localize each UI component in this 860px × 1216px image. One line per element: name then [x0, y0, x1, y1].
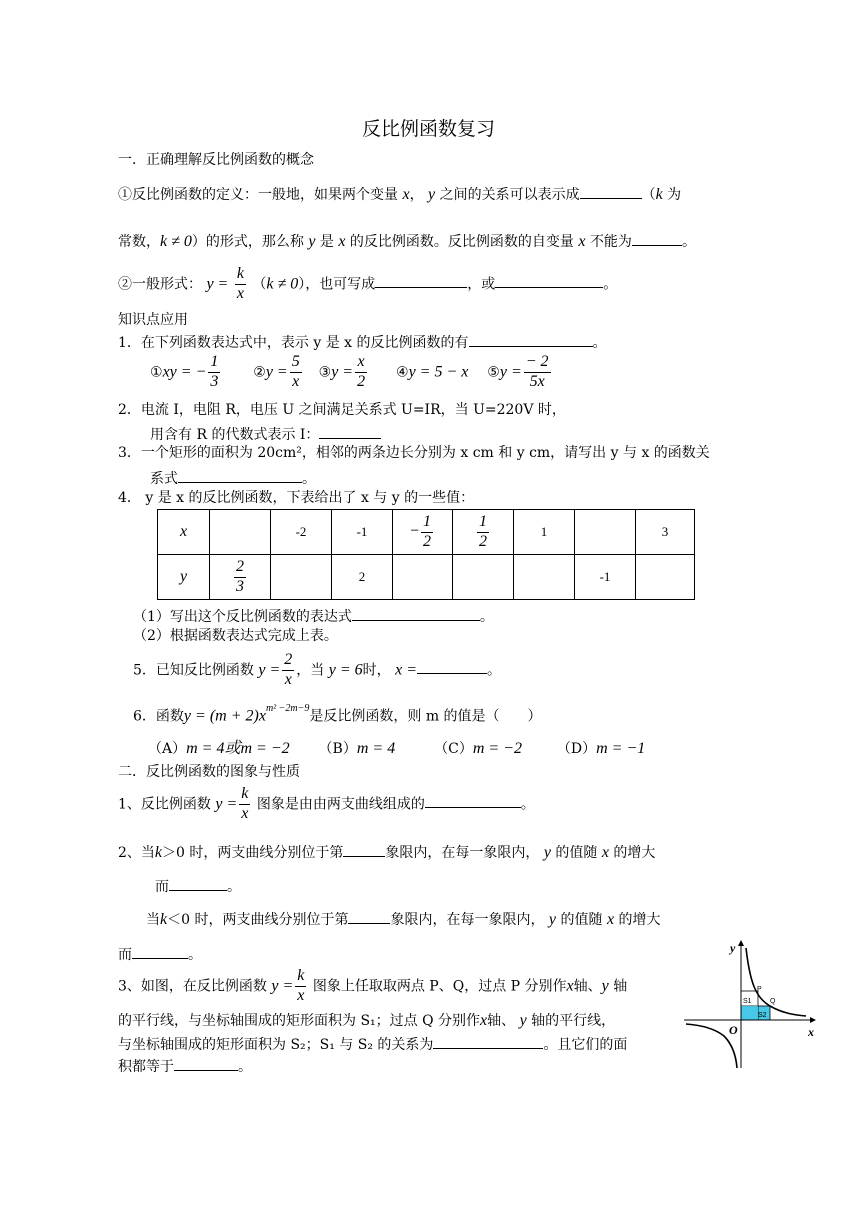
page-title: 反比例函数复习	[362, 118, 496, 140]
answer-blank[interactable]	[343, 843, 385, 857]
answer-blank[interactable]	[580, 185, 642, 199]
text: 。	[479, 609, 494, 625]
text: ）的形式，那么称	[191, 234, 304, 250]
den: 2	[479, 532, 487, 550]
table-cell[interactable]	[210, 510, 271, 555]
fraction	[421, 514, 433, 551]
var-k: k	[655, 186, 663, 203]
rect-s1-fill	[741, 1006, 758, 1020]
choice-b-value: m = 4	[356, 740, 396, 757]
option-marker: ④	[396, 364, 409, 381]
property-2-line4	[118, 945, 202, 962]
expr: y =	[258, 661, 281, 679]
var-x: x	[578, 233, 586, 250]
choice-b-label[interactable]: （B）	[318, 741, 357, 757]
origin-label: O	[729, 1023, 738, 1037]
fraction	[524, 354, 551, 391]
text: ＞0 时，两支曲线分别位于第	[162, 845, 344, 861]
num: 5	[290, 354, 302, 373]
property-2-line3	[146, 910, 661, 928]
expr: y = 6	[328, 661, 363, 679]
question-3-line2	[150, 469, 316, 486]
expr: y =	[331, 363, 354, 381]
fraction	[282, 652, 294, 689]
row-label-x: x	[158, 510, 210, 555]
property-3-line3	[118, 1035, 627, 1052]
table-cell[interactable]	[453, 555, 514, 600]
text: 不能为	[589, 234, 632, 250]
row-label-y: y	[158, 555, 210, 600]
section1-heading: 一．正确理解反比例函数的概念	[118, 152, 314, 168]
text: 。	[592, 335, 607, 351]
question-4-1	[133, 607, 494, 624]
answer-blank[interactable]	[174, 1057, 238, 1071]
answer-blank[interactable]	[375, 274, 467, 288]
den: x	[292, 372, 300, 390]
option-marker: ①	[150, 364, 163, 381]
xy-value-table	[157, 509, 695, 600]
section2-heading: 二．反比例函数的图象与性质	[118, 764, 300, 780]
property-3-line4	[118, 1057, 252, 1074]
text: ，	[409, 187, 424, 203]
text: 之间的关系可以表示成	[439, 187, 580, 203]
fraction	[208, 354, 220, 391]
expr: y =	[499, 363, 522, 381]
den: x	[297, 986, 305, 1004]
var-x: x	[402, 186, 410, 203]
num: 2	[234, 559, 246, 578]
text: 图象上任取取两点 P、Q，过点 P 分别作	[312, 978, 567, 995]
text: 轴、	[487, 1013, 516, 1029]
fraction	[295, 968, 306, 1005]
answer-blank[interactable]	[319, 425, 381, 439]
exponent: m² −2m−9	[265, 703, 310, 714]
text: 2、当	[118, 845, 155, 861]
general-form-line	[118, 266, 617, 303]
den: 2	[357, 372, 366, 390]
definition-line2	[118, 232, 696, 250]
minus-sign: −	[409, 521, 420, 539]
text: 5．已知反比例函数	[133, 662, 254, 679]
text: 与坐标轴围成的矩形面积为 S₂；S₁ 与 S₂ 的关系为	[118, 1037, 434, 1053]
y-axis-arrow	[738, 940, 744, 946]
text: 。	[681, 234, 696, 250]
choice-a-label[interactable]: （A）	[148, 741, 187, 757]
text: 的增大	[613, 845, 656, 861]
hyperbola-figure	[680, 938, 820, 1070]
var-y: y	[428, 186, 436, 203]
text: 象限内，在每一象限内，	[390, 912, 545, 928]
answer-blank[interactable]	[132, 945, 188, 959]
practice-heading: 知识点应用	[118, 312, 188, 328]
text: ＜0 时，两支曲线分别位于第	[167, 912, 349, 928]
answer-blank[interactable]	[417, 660, 487, 674]
point-q-label: Q	[770, 998, 776, 1005]
text: （	[252, 276, 267, 293]
text: 。	[603, 276, 618, 293]
text: 的增大	[618, 912, 661, 928]
point-p-label: P	[757, 986, 762, 993]
table-cell: 3	[636, 510, 695, 555]
property-1	[118, 786, 535, 823]
fraction	[239, 786, 250, 823]
answer-blank[interactable]	[425, 794, 521, 808]
answer-blank[interactable]	[178, 469, 302, 483]
answer-blank[interactable]	[433, 1035, 543, 1049]
expr: x =	[395, 661, 417, 679]
choice-c-label[interactable]: （C）	[434, 741, 473, 757]
text: 积都等于	[118, 1059, 174, 1075]
expr: y =	[271, 977, 294, 995]
text: 。	[227, 879, 241, 895]
den: 5x	[529, 372, 545, 390]
k-condition: k ≠ 0	[160, 233, 192, 250]
text: 时，	[362, 662, 391, 679]
table-cell[interactable]	[514, 555, 575, 600]
fraction	[290, 354, 302, 391]
text: 轴的平行线，	[531, 1013, 616, 1029]
fraction-k-over-x	[235, 266, 246, 303]
table-cell: -1	[575, 555, 636, 600]
text: 而	[118, 947, 132, 963]
table-cell: -2	[271, 510, 332, 555]
text: 是	[319, 234, 334, 250]
num: − 2	[524, 354, 551, 373]
choice-c-value: m = −2	[472, 740, 522, 757]
option-marker: ③	[318, 364, 332, 381]
text: 。	[520, 796, 535, 813]
var-y: y	[519, 1012, 527, 1029]
table-cell: 1	[514, 510, 575, 555]
text: 当	[146, 912, 160, 928]
table-cell	[393, 510, 453, 555]
question-4-2: （2）根据函数表达式完成上表。	[133, 628, 338, 644]
expr: y =	[215, 795, 238, 813]
var-x: x	[606, 911, 615, 928]
num: k	[239, 786, 250, 805]
text: 1．在下列函数表达式中，表示 y 是 x 的反比例函数的有	[118, 335, 469, 351]
text: 是反比例函数，则 m 的值是（ ）	[309, 708, 542, 725]
definition-line1	[118, 185, 681, 203]
choice-d-value: m = −1	[596, 740, 646, 757]
table-cell: -1	[332, 510, 393, 555]
num: x	[355, 354, 367, 373]
num: k	[235, 266, 246, 285]
den: x	[241, 804, 249, 822]
expr: xy = −	[162, 363, 207, 381]
question-4: 4． y 是 x 的反比例函数，下表给出了 x 与 y 的一些值：	[118, 490, 475, 506]
var-x: x	[480, 1012, 488, 1029]
text: 。且它们的面	[543, 1037, 628, 1053]
text: 。	[487, 662, 501, 679]
num: 1	[477, 514, 489, 533]
text: ，或	[467, 276, 496, 293]
text: 。	[188, 947, 202, 963]
var-k: k	[160, 911, 168, 928]
var-y: y	[548, 911, 557, 928]
text: 轴、	[573, 978, 602, 995]
text: 。	[238, 1059, 252, 1075]
text: ②一般形式：	[118, 276, 202, 293]
axis-label-x: x	[808, 1025, 814, 1039]
choice-a-value: m = 4或m = −2	[186, 740, 290, 757]
question-2-line1: 2．电流 I，电阻 R，电压 U 之间满足关系式 U=IR，当 U=220V 时，	[118, 402, 566, 418]
table-cell[interactable]	[575, 510, 636, 555]
answer-blank[interactable]	[169, 877, 227, 891]
text: 图象是由由两支曲线组成的	[256, 796, 425, 813]
answer-blank[interactable]	[632, 232, 682, 246]
expr: y = (m + 2)x	[183, 707, 266, 725]
text: 1、反比例函数	[118, 796, 211, 813]
den: 3	[210, 372, 219, 390]
text: 的值随	[560, 912, 603, 928]
area-label-s2: S2	[758, 1012, 767, 1019]
text: 常数，	[118, 234, 160, 250]
den: 2	[423, 532, 432, 550]
fraction	[355, 354, 367, 391]
question-2-line2	[150, 425, 381, 442]
var-y: y	[601, 977, 609, 995]
den: 3	[236, 577, 244, 595]
text: 而	[155, 879, 169, 895]
table-cell[interactable]	[636, 555, 695, 600]
answer-blank[interactable]	[495, 274, 603, 288]
k-condition: k ≠ 0	[266, 275, 299, 293]
text: 系式	[150, 471, 178, 487]
axis-label-y: y	[730, 941, 736, 955]
question-6	[133, 703, 542, 725]
answer-blank[interactable]	[469, 333, 593, 347]
var-x: x	[601, 844, 609, 861]
var-x: x	[566, 977, 574, 995]
table-cell	[210, 555, 271, 600]
num: 1	[208, 354, 220, 373]
var-y: y	[543, 844, 551, 861]
option-marker: ⑤	[487, 364, 500, 381]
text: 的反比例函数。反比例函数的自变量	[349, 234, 574, 250]
expr: y = 5 − x	[408, 363, 469, 381]
question-1-options	[150, 354, 553, 391]
text: （	[641, 187, 656, 203]
property-3-line2	[118, 1013, 615, 1029]
text: 3、如图，在反比例函数	[118, 978, 267, 995]
num: 2	[282, 652, 294, 671]
answer-blank[interactable]	[348, 910, 390, 924]
question-6-choices	[148, 741, 645, 757]
text: 的值随	[555, 845, 598, 861]
text: 象限内，在每一象限内，	[385, 845, 540, 861]
num: k	[295, 968, 306, 987]
text: ①反比例函数的定义：一般地，如果两个变量	[118, 187, 398, 203]
text: 用含有 R 的代数式表示 I：	[150, 427, 320, 443]
text: 的平行线，与坐标轴围成的矩形面积为 S₁；过点 Q 分别作	[118, 1013, 481, 1029]
var-x: x	[338, 233, 346, 250]
text: 为	[667, 187, 682, 203]
property-3-line1	[118, 968, 627, 1005]
var-y: y	[308, 233, 316, 250]
question-1	[118, 333, 607, 350]
x-axis-arrow	[810, 1017, 816, 1023]
text: 。	[302, 471, 316, 487]
option-marker: ②	[253, 364, 266, 381]
table-cell[interactable]	[271, 555, 332, 600]
text: （1）写出这个反比例函数的表达式	[133, 609, 352, 625]
text: 轴	[613, 978, 628, 995]
expr: y =	[206, 275, 229, 293]
table-row-y	[158, 555, 695, 600]
expr: y =	[265, 363, 288, 381]
den: x	[236, 284, 244, 302]
property-2-line1	[118, 843, 655, 861]
question-5	[133, 652, 501, 689]
choice-d-label[interactable]: （D）	[556, 741, 597, 757]
text: 6．函数	[133, 708, 184, 725]
var-k: k	[154, 844, 163, 861]
property-2-line2	[155, 877, 241, 894]
den: x	[284, 670, 292, 688]
table-cell: 2	[332, 555, 393, 600]
area-label-s1: S1	[743, 998, 752, 1005]
question-3-line1: 3．一个矩形的面积为 20cm²，相邻的两条边长分别为 x cm 和 y cm，请写出 y 与 x 的函数关	[118, 445, 710, 461]
text: ），也可写成	[298, 276, 376, 293]
text: ，当	[296, 662, 325, 679]
fraction	[477, 514, 489, 551]
table-cell	[453, 510, 514, 555]
table-cell[interactable]	[393, 555, 453, 600]
num: 1	[421, 514, 433, 533]
table-row-x	[158, 510, 695, 555]
fraction	[234, 559, 246, 596]
answer-blank[interactable]	[352, 607, 480, 621]
